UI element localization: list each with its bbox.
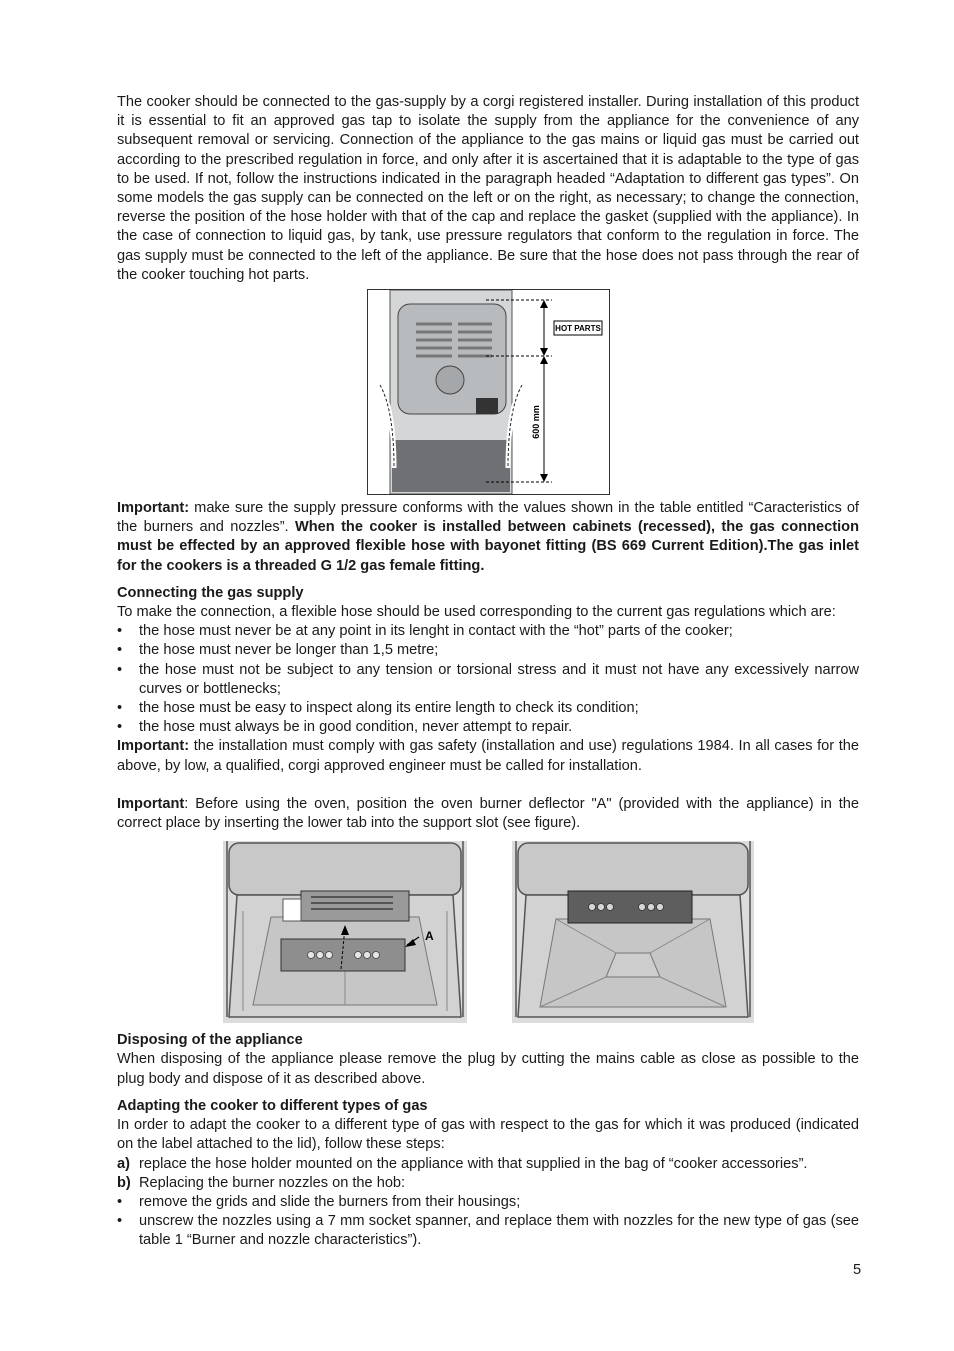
list-item: • the hose must never be longer than 1,5 metre; [117, 641, 859, 660]
connecting-important: Important: the installation must comply with gas safety (installation and use) regulations 1984. In all cases for the above, by low, a qualified, corgi approved engineer must be called for installation. [117, 738, 859, 774]
oven-deflector-before-illustration [223, 841, 467, 1023]
disposing-heading: Disposing of the appliance [117, 1032, 303, 1049]
intro-paragraph: The cooker should be connected to the gas-supply by a corgi registered installer. During installation of this product it is essential to fit an approved gas tap to isolate the supply from the appliance for the convenience of any subsequent removal or servicing. Connection of the appliance to the gas mains or liquid gas must be carried out according to the prescribed regulation in force, and only after it is ascertained that it is adaptable to the type of gas to be used. If not, follow the instructions indicated in the paragraph headed “Adaptation to different gas types”. On some models the gas supply can be connected on the left or on the right, as necessary; to change the connection, reverse the position of the hose holder with that of the cap and replace the gasket (supplied with the appliance). In the case of connection to liquid gas, by tank, use pressure regulators that conform to the regulation in force. The gas supply must be connected to the left of the appliance. Be sure that the hose does not pass through the rear of the cooker touching hot parts. [117, 94, 859, 283]
nozzle-steps-list [117, 1193, 859, 1251]
important-label: Important: [117, 500, 190, 517]
page-number: 5 [853, 1262, 862, 1278]
adapting-heading: Adapting the cooker to different types of gas [117, 1097, 428, 1114]
list-item: • the hose must always be in good condition, never attempt to repair. [117, 718, 859, 737]
important-note-2: Important: Before using the oven, position the oven burner deflector "A" (provided with the appliance) in the correct place by inserting the lower tab into the support slot (see figure). [117, 795, 859, 832]
page-content [117, 93, 859, 1251]
adapting-steps [117, 1155, 859, 1193]
hot-parts-label: HOT PARTS [555, 324, 601, 334]
adapting-intro: In order to adapt the cooker to a different type of gas with respect to the gas for which it was produced (indicated on the label attached to the lid), follow these steps: [117, 1117, 859, 1153]
rear-view-figure [367, 289, 610, 495]
list-item: • the hose must not be subject to any tension or torsional stress and it must not have any excessively narrow curves or bottlenecks; [117, 661, 859, 699]
oven-deflector-after-illustration [512, 841, 754, 1023]
connecting-heading: Connecting the gas supply [117, 584, 304, 601]
list-item: • unscrew the nozzles using a 7 mm socket spanner, and replace them with nozzles for the new type of gas (see table 1 “Burner and nozzle characteristics”). [117, 1212, 859, 1250]
list-item: • remove the grids and slide the burners from their housings; [117, 1193, 859, 1212]
disposing-text: When disposing of the appliance please remove the plug by cutting the mains cable as close as possible to the plug body and dispose of it as described above. [117, 1051, 859, 1087]
connecting-intro: To make the connection, a flexible hose should be used corresponding to the current gas regulations which are: [117, 604, 836, 621]
oven-deflector-figures [117, 841, 859, 1025]
rear-view-illustration [368, 290, 609, 494]
deflector-label: A [425, 929, 434, 944]
step-item: b) Replacing the burner nozzles on the hob: [117, 1174, 406, 1191]
list-item: • the hose must never be at any point in its lenght in contact with the “hot” parts of the cooker; [117, 622, 859, 641]
list-item: • the hose must be easy to inspect along its entire length to check its condition; [117, 699, 859, 718]
step-item: a) replace the hose holder mounted on the appliance with that supplied in the bag of “cooker accessories”. [117, 1155, 808, 1172]
dimension-label: 600 mm [531, 405, 541, 439]
hose-requirements-list [117, 622, 859, 737]
important-note-1: Important: make sure the supply pressure conforms with the values shown in the table entitled “Caracteristics of the burners and nozzles”. When the cooker is installed between cabinets (recessed), the gas connection must be effected by an approved flexible hose with bayonet fitting (BS 669 Current Edition).The gas inlet for the cookers is a threaded G 1/2 gas female fitting. [117, 500, 859, 574]
